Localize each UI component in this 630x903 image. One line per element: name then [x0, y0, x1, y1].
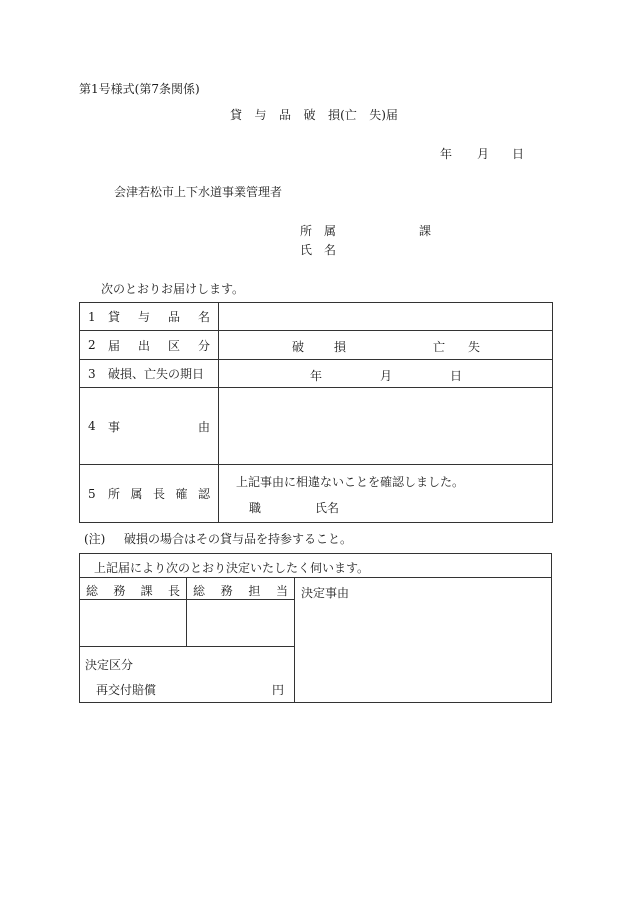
row-label [80, 388, 219, 465]
row-label [80, 303, 219, 331]
label-char: 務 [220, 584, 233, 598]
label-char: 総 [193, 584, 206, 598]
section-label: 課 [419, 224, 432, 238]
title-char: 貸 [230, 108, 243, 122]
label-char: 属 [130, 487, 143, 501]
title-char: 与 [254, 108, 267, 122]
label-char: 事 [108, 419, 121, 434]
confirm-text: 上記事由に相違ないことを確認しました。 [236, 475, 465, 489]
label-char: 務 [113, 584, 126, 598]
supervisor-name-label: 氏名 [315, 501, 340, 515]
label-text: 破損、亡失の期日 [108, 367, 205, 381]
title-char: 損(亡 [328, 108, 357, 122]
addressee: 会津若松市上下水道事業管理者 [114, 185, 283, 199]
reissue-compensation-label: 再交付賠償 [96, 683, 157, 697]
option-loss[interactable]: 失 [468, 340, 481, 354]
date-year: 年 [440, 147, 453, 161]
post-label: 職 [249, 501, 262, 515]
general-staff-label [193, 582, 288, 599]
row-label [80, 331, 219, 360]
row-number: 3 [88, 366, 96, 381]
divider [294, 577, 295, 703]
label-char: 与 [137, 310, 150, 324]
label-char: 課 [140, 584, 153, 598]
label-char: 長 [152, 487, 165, 501]
row-number: 2 [88, 338, 96, 352]
reason-field[interactable] [219, 388, 553, 465]
label-char: 長 [167, 584, 180, 598]
label-char: 総 [86, 584, 99, 598]
name-char: 名 [323, 243, 336, 257]
intro-text: 次のとおりお届けします。 [101, 282, 245, 296]
label-char: 所 [108, 487, 121, 501]
manager-seal-box[interactable] [80, 600, 185, 645]
table-row [80, 360, 553, 388]
option-damage[interactable]: 損 [334, 340, 347, 354]
form-title [230, 106, 398, 123]
label-char: 分 [197, 338, 210, 353]
table-row [80, 388, 553, 465]
label-char: 届 [108, 338, 121, 353]
option-loss[interactable]: 亡 [433, 340, 446, 354]
report-type-field [219, 331, 553, 360]
label-char: 認 [197, 487, 210, 501]
label-char: 名 [197, 310, 210, 324]
decision-reason-label: 決定事由 [301, 586, 350, 600]
label-char: 出 [137, 338, 150, 353]
item-name-field[interactable] [219, 303, 553, 331]
report-table [79, 302, 553, 523]
decision-header: 上記届により次のとおり決定いたしたく伺います。 [94, 561, 370, 575]
supervisor-confirmation [219, 465, 553, 523]
label-char: 区 [167, 338, 180, 353]
note-text: 破損の場合はその貸与品を持参すること。 [124, 532, 353, 546]
label-char: 担 [248, 584, 261, 598]
row-number: 1 [88, 309, 96, 324]
title-char: 失)届 [369, 108, 398, 122]
incident-day: 日 [450, 369, 463, 383]
decision-category-label: 決定区分 [85, 658, 134, 672]
note-prefix: (注) [84, 532, 106, 546]
label-char: 品 [167, 310, 180, 324]
option-damage[interactable]: 破 [292, 340, 305, 354]
row-number: 4 [88, 419, 96, 433]
incident-year: 年 [310, 369, 323, 383]
affiliation-char: 所 [300, 224, 313, 238]
title-char: 破 [303, 108, 316, 122]
label-char: 由 [197, 419, 210, 434]
divider [79, 646, 295, 647]
table-row [80, 465, 553, 523]
general-manager-label [86, 582, 180, 599]
row-number: 5 [88, 486, 96, 501]
name-char: 氏 [300, 243, 313, 257]
divider [79, 577, 552, 578]
affiliation-label [300, 222, 336, 239]
incident-date-field[interactable] [219, 360, 553, 388]
row-label [80, 465, 219, 523]
incident-month: 月 [380, 369, 393, 383]
row-label [80, 360, 219, 388]
label-char: 当 [275, 584, 288, 598]
affiliation-char: 属 [323, 224, 336, 238]
staff-seal-box[interactable] [188, 600, 293, 645]
date-month: 月 [477, 147, 490, 161]
yen-label: 円 [272, 683, 285, 697]
divider [186, 577, 187, 647]
table-row [80, 303, 553, 331]
title-char: 品 [279, 108, 292, 122]
label-char: 貸 [108, 310, 121, 324]
label-char: 確 [175, 487, 188, 501]
form-number: 第1号様式(第7条関係) [79, 82, 200, 96]
applicant-name-label [300, 241, 336, 258]
table-row [80, 331, 553, 360]
date-day: 日 [512, 147, 525, 161]
